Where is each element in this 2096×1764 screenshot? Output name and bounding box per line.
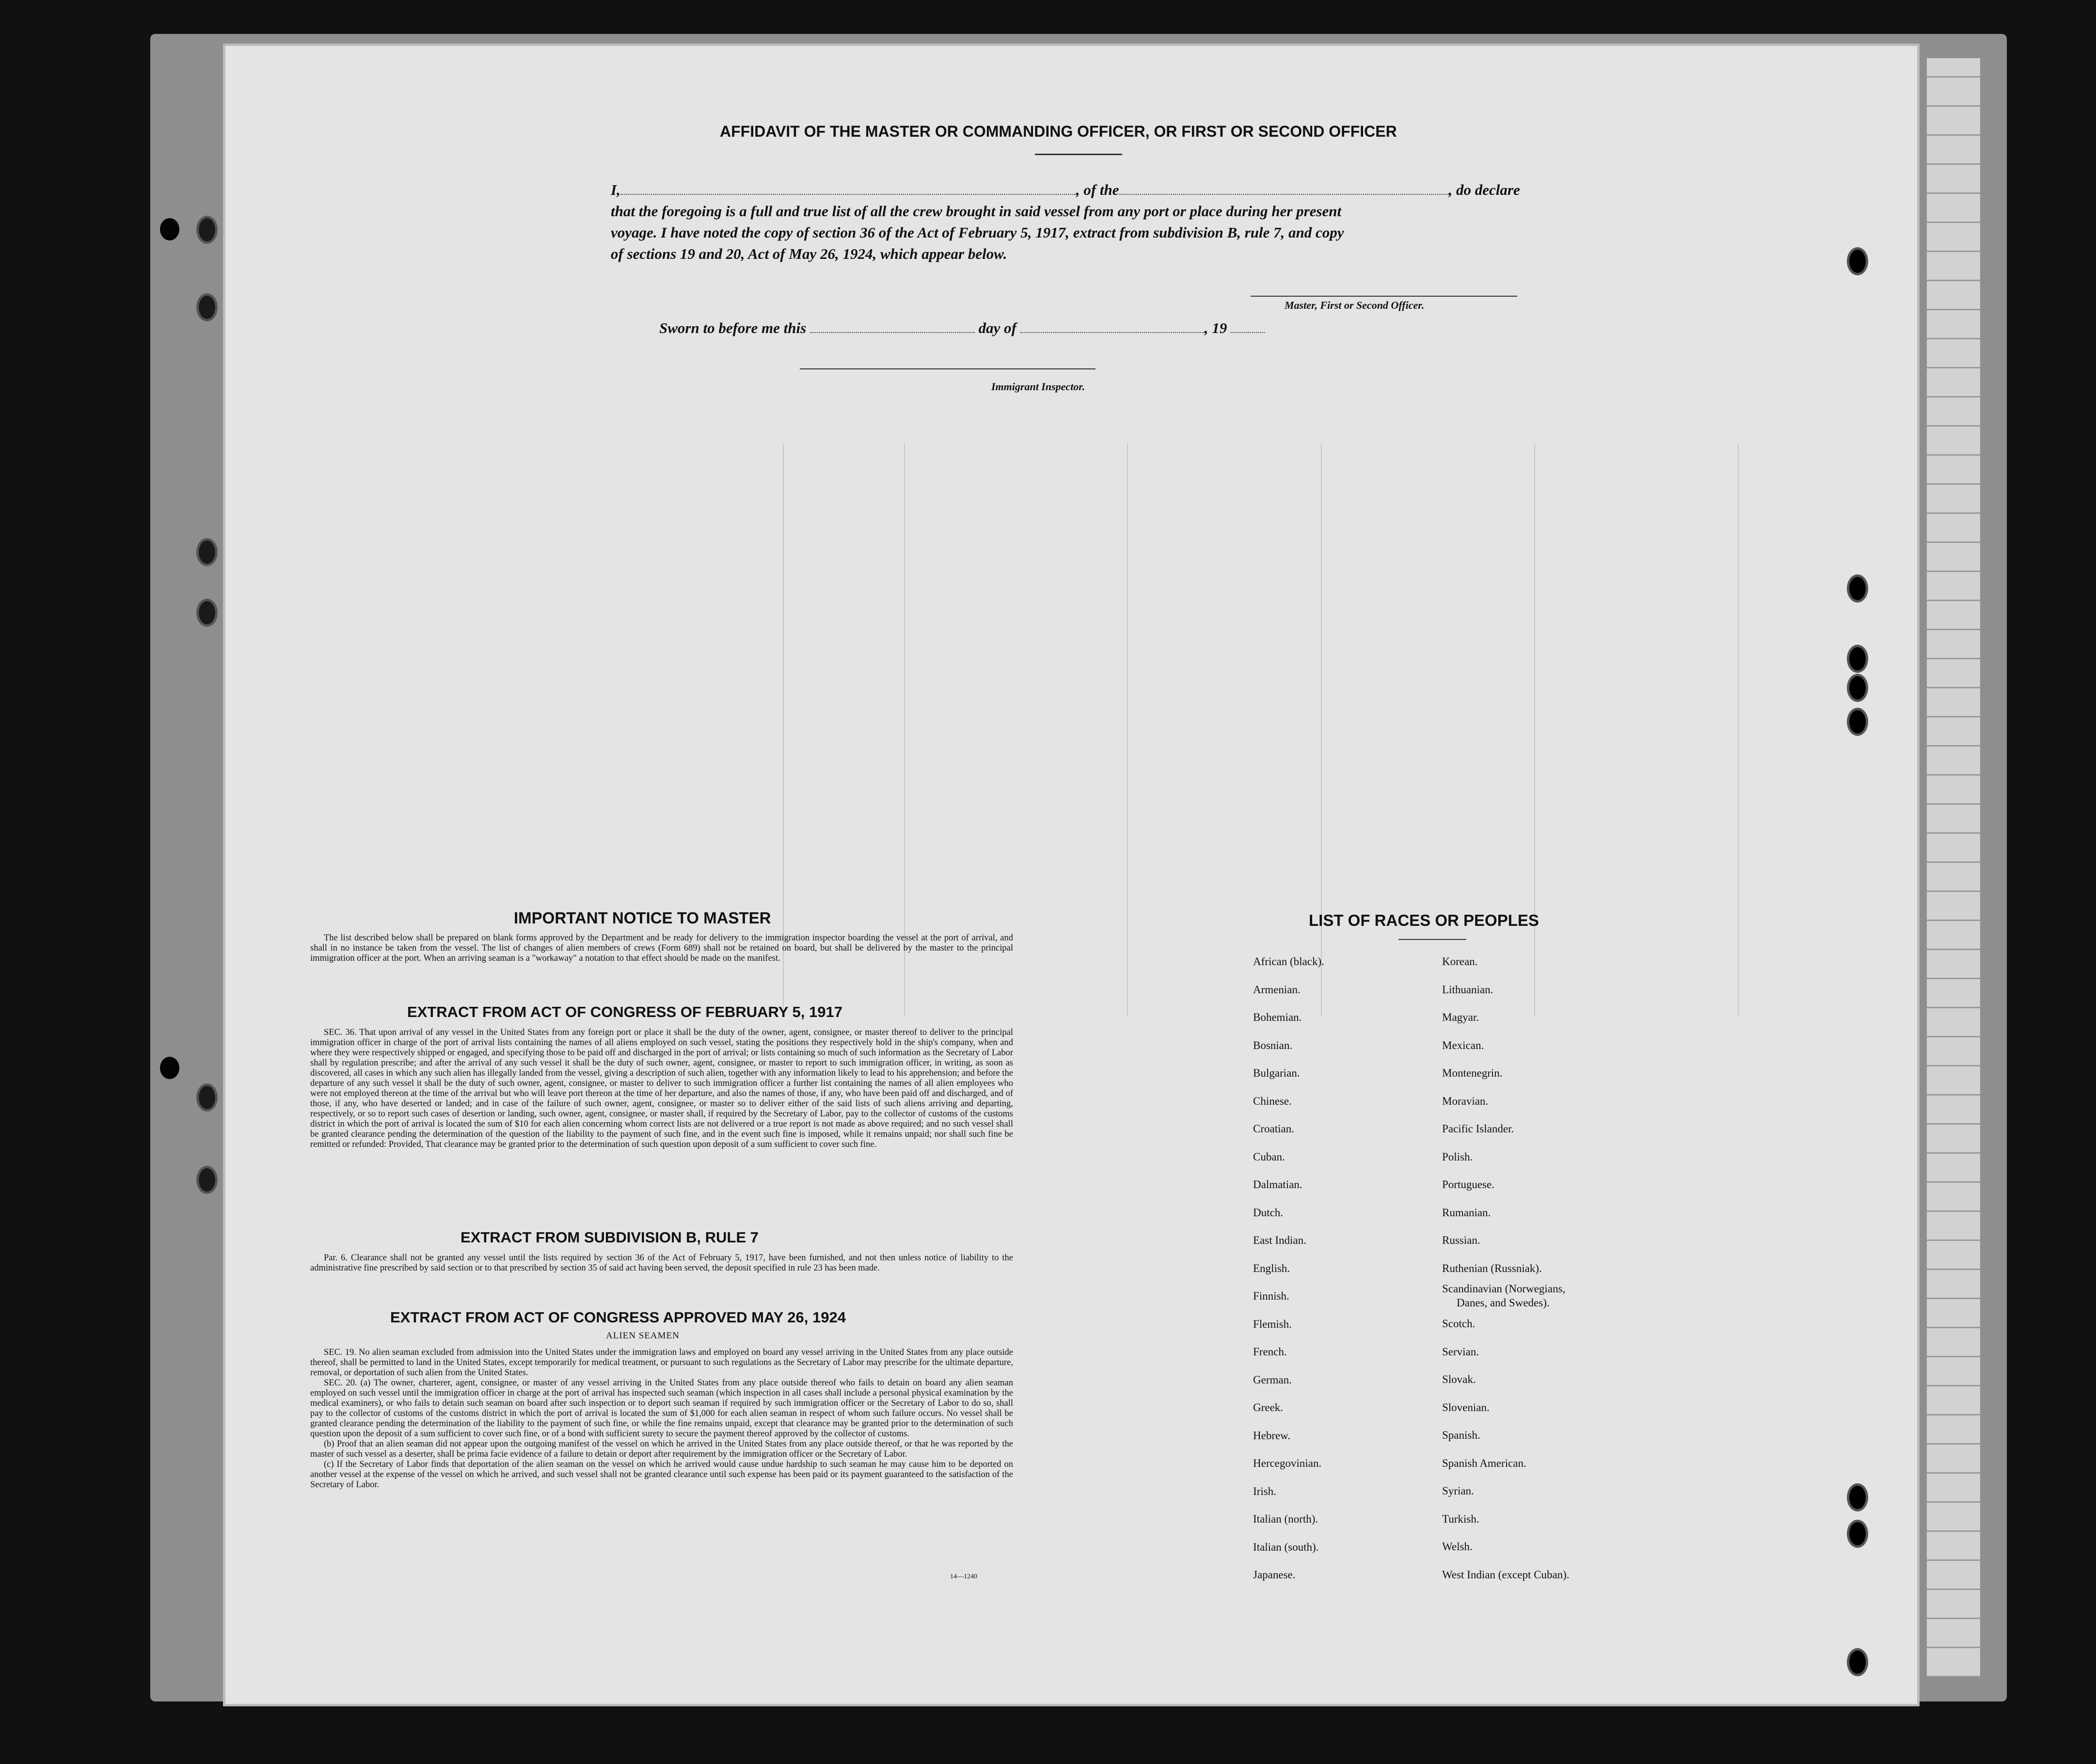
race-item: Slovenian.: [1442, 1401, 1490, 1414]
master-signature-line: [1251, 296, 1517, 297]
race-item: Italian (south).: [1253, 1541, 1319, 1553]
race-item: Polish.: [1442, 1150, 1473, 1163]
punch-hole: [1847, 1648, 1868, 1676]
extract-1917-text: SEC. 36. That upon arrival of any vessel in the United States from any foreign port or place it shall be the duty of the owner, agent, consignee, or master thereof to deliver to the principal immigration officer in charge of the port of arrival lists containing the names of all aliens employed on such vessel, stating the positions they respectively hold in the ship's company, when and where they were respectively shipped or engaged, and specifying those to be paid off and discharged in the port of arrival; or lists containing so much of such information as the Secretary of Labor shall by regulation prescribe; and after the arrival of any such vessel it shall be the duty of such owner, agent, consignee, or master to report to such immigration officer, in writing, as soon as discovered, all cases in which any such alien has illegally landed from the vessel, giving a description of such alien, together with any information likely to lead to his apprehension; and before the departure of any such vessel it shall be the duty of such owner, agent, consignee, or master to deliver to such immigration officer a further list containing the names of all alien employees who were not employed thereon at the time of the arrival but who will leave port thereon at the time of her departure, and also the names of those, if any, who have been paid off and discharged, and of those, if any, who have deserted or landed; and in case of the failure of such owner, agent, consignee, or master so to deliver either of the said lists of such aliens arriving and departing, respectively, or so to report such cases of desertion or landing, such owner, agent, consignee, or master shall, if required by the Secretary of Labor, pay to the collector of customs of the customs district in which the port of arrival is located the sum of $10 for each alien concerning whom correct lists are not delivered or a true report is not made as above required; and no such vessel shall be granted clearance pending the determination of the question of the liability to the payment of such fine, and in the event such fine is imposed, while it remains unpaid; nor shall such fine be remitted or refunded: Provided, That clearance may be granted prior to the determination of such question upon deposit of a sum sufficient to cover such fine.: [310, 1028, 1013, 1149]
race-item: French.: [1253, 1346, 1287, 1358]
sworn-line: [659, 318, 1629, 339]
race-item: Greek.: [1253, 1401, 1283, 1414]
affidavit-line4: of sections 19 and 20, Act of May 26, 1924, which appear below.: [611, 245, 1007, 262]
sworn-month-blank: [1020, 320, 1205, 333]
underlying-grid-page: [1927, 58, 1980, 1677]
race-item: Dalmatian.: [1253, 1178, 1302, 1191]
sec-20b: (b) Proof that an alien seaman did not appear upon the outgoing manifest of the vessel on which he arrived in the United States from any place outside thereof, or that he was reported by the master of such vessel as a deserter, shall be prima facie evidence of a failure to detain or deport after requirement by the immigration officer or the Secretary of Labor.: [310, 1439, 1013, 1459]
affidavit-line1-start: I,: [611, 181, 620, 198]
race-item: East Indian.: [1253, 1234, 1306, 1246]
race-item: Armenian.: [1253, 983, 1301, 996]
race-item: Russian.: [1442, 1234, 1480, 1246]
race-item: Korean.: [1442, 955, 1478, 968]
race-item: Bohemian.: [1253, 1011, 1302, 1023]
race-item: Bulgarian.: [1253, 1067, 1300, 1079]
affidavit-declare: , do declare: [1448, 181, 1520, 198]
sec-20a: SEC. 20. (a) The owner, charterer, agent, consignee, or master of any vessel arriving in the United States from any place outside thereof who fails to detain on board any alien seaman employed on such vessel until the immigration officer in charge at the port of arrival has inspected such seaman (which inspection in all cases shall include a personal physical examination by the medical examiners), or who fails to detain such seaman on board after such inspection or to deport such seaman if required by such immigration officer or the Secretary of Labor to do so, shall pay to the collector of customs of the customs district in which the port of arrival is located the sum of $1,000 for each alien seaman in respect of whom such failure occurs. No vessel shall be granted clearance pending the determination of the liability to the payment of such fine, or while the fine remains unpaid, except that clearance may be granted prior to the determination of such question upon the deposit of a sum sufficient to cover such fine, or of a bond with sufficient surety to secure the payment thereof approved by the collector of customs.: [310, 1378, 1013, 1439]
form-number: 14—1240: [950, 1573, 977, 1580]
affidavit-title: AFFIDAVIT OF THE MASTER OR COMMANDING OFFICER, OR FIRST OR SECOND OFFICER: [720, 123, 1397, 140]
extract-1917-title: EXTRACT FROM ACT OF CONGRESS OF FEBRUARY 5, 1917: [407, 1003, 842, 1020]
race-item: Slovak.: [1442, 1373, 1476, 1385]
race-item: Rumanian.: [1442, 1206, 1491, 1219]
race-item: Italian (north).: [1253, 1513, 1318, 1525]
punch-hole: [1847, 645, 1868, 673]
punch-hole: [196, 599, 218, 627]
document-page: [225, 46, 1917, 1704]
race-item: Scotch.: [1442, 1318, 1476, 1330]
race-item: Hercegovinian.: [1253, 1457, 1322, 1469]
races-column-1: [1253, 948, 1324, 1589]
punch-hole: [1847, 574, 1868, 603]
extract-1924-title: EXTRACT FROM ACT OF CONGRESS APPROVED MAY 26, 1924: [390, 1309, 846, 1326]
punch-hole: [1847, 674, 1868, 702]
sworn-day-of: day of: [978, 319, 1016, 336]
punch-hole: [196, 1166, 218, 1194]
races-title-underline: [1398, 939, 1466, 940]
race-item: Moravian.: [1442, 1095, 1489, 1107]
race-item: Flemish.: [1253, 1318, 1292, 1330]
vessel-blank: [1119, 182, 1449, 195]
sec-20c: (c) If the Secretary of Labor finds that deportation of the alien seaman on the vessel on which he arrived would cause undue hardship to such seaman he may cause him to be deported on another vessel at the expense of the vessel on which he arrived, and such vessel shall not be granted clearance until such expense has been paid or its payment guaranteed to the satisfaction of the Secretary of Labor.: [310, 1460, 1013, 1490]
sworn-date-blank: [810, 320, 975, 333]
race-item: Bosnian.: [1253, 1039, 1293, 1051]
race-item: Spanish American.: [1442, 1457, 1526, 1469]
punch-hole: [196, 538, 218, 566]
notice-title: IMPORTANT NOTICE TO MASTER: [514, 909, 771, 927]
race-item: Servian.: [1442, 1345, 1479, 1358]
race-item: Chinese.: [1253, 1095, 1292, 1107]
affidavit-line2: that the foregoing is a full and true list of all the crew brought in said vessel from any port or place during her present: [611, 203, 1342, 220]
race-item: Hebrew.: [1253, 1429, 1291, 1442]
race-item: Lithuanian.: [1442, 983, 1493, 996]
race-item: Dutch.: [1253, 1206, 1283, 1219]
subdivision-b-text: Par. 6. Clearance shall not be granted any vessel until the lists required by section 36 of the Act of February 5, 1917, have been furnished, and not then unless notice of liability to the administrative fine prescribed by said section or to that prescribed by section 35 of said act having been served, the deposit specified in rule 23 has been made.: [310, 1253, 1013, 1273]
punch-hole: [1847, 247, 1868, 275]
inspector-signature-label: Immigrant Inspector.: [991, 381, 1085, 393]
punch-hole: [1847, 1483, 1868, 1511]
alien-seamen-subtitle: ALIEN SEAMEN: [606, 1331, 680, 1341]
master-signature-label: Master, First or Second Officer.: [1285, 299, 1425, 311]
races-column-2: [1442, 948, 1570, 1589]
sworn-year-blank: [1231, 320, 1265, 333]
race-item: Japanese.: [1253, 1569, 1296, 1581]
inspector-signature-line: [800, 368, 1096, 369]
race-item: Mexican.: [1442, 1039, 1484, 1051]
race-item: Pacific Islander.: [1442, 1123, 1514, 1135]
affidavit-of-the: , of the: [1076, 181, 1119, 198]
sec-19: SEC. 19. No alien seaman excluded from admission into the United States under the immigration laws and employed on board any vessel arriving in the United States from any place outside thereof, shall be permitted to land in the United States, except temporarily for medical treatment, or pursuant to such regulations as the Secretary of Labor may prescribe for the ultimate departure, removal, or deportation of such alien from the United States.: [310, 1348, 1013, 1378]
affidavit-line3: voyage. I have noted the copy of section 36 of the Act of February 5, 1917, extract from subdivision B, rule 7, and copy: [611, 224, 1344, 241]
punch-hole: [196, 293, 218, 321]
race-item: African (black).: [1253, 955, 1324, 968]
affidavit-text: [611, 179, 1580, 265]
notice-text: The list described below shall be prepared on blank forms approved by the Department and be ready for delivery to the immigration inspector boarding the vessel at the port of arrival, and shall in no instance be taken from the vessel. The list of changes of alien members of crews (Form 689) shall not be retained on board, but shall be delivered by the master to the principal immigration officer at the port. When an arriving seaman is a "workaway" a notation to that effect should be made on the manifest.: [310, 933, 1013, 963]
race-item: Ruthenian (Russniak).: [1442, 1262, 1542, 1274]
races-title: LIST OF RACES OR PEOPLES: [1309, 911, 1539, 929]
race-item: English.: [1253, 1262, 1290, 1274]
race-item: West Indian (except Cuban).: [1442, 1568, 1570, 1581]
punch-hole: [196, 1083, 218, 1112]
race-item: Turkish.: [1442, 1512, 1479, 1525]
extract-1924-text: [310, 1348, 1013, 1490]
race-item: Croatian.: [1253, 1123, 1294, 1135]
race-item: Welsh.: [1442, 1541, 1473, 1553]
sworn-before-label: Sworn to before me this: [659, 319, 807, 336]
race-item: German.: [1253, 1373, 1292, 1386]
race-item: Finnish.: [1253, 1290, 1289, 1302]
race-item: Syrian.: [1442, 1485, 1474, 1497]
race-item: Magyar.: [1442, 1011, 1479, 1023]
race-item: Portuguese.: [1442, 1178, 1494, 1191]
race-item: Spanish.: [1442, 1429, 1480, 1441]
punch-hole: [1847, 1520, 1868, 1548]
binder-hole: [160, 218, 179, 240]
punch-hole: [196, 216, 218, 244]
name-blank: [620, 182, 1076, 195]
subdivision-b-title: EXTRACT FROM SUBDIVISION B, RULE 7: [460, 1229, 759, 1246]
race-item: Irish.: [1253, 1485, 1276, 1497]
title-underline: [1035, 154, 1122, 155]
sworn-year-prefix: , 19: [1204, 319, 1227, 336]
race-item: Montenegrin.: [1442, 1067, 1503, 1079]
binder-hole: [160, 1057, 179, 1079]
race-item: Scandinavian (Norwegians,: [1442, 1283, 1566, 1295]
race-item: Danes, and Swedes).: [1457, 1297, 1550, 1309]
punch-hole: [1847, 708, 1868, 736]
race-item: Cuban.: [1253, 1150, 1285, 1163]
